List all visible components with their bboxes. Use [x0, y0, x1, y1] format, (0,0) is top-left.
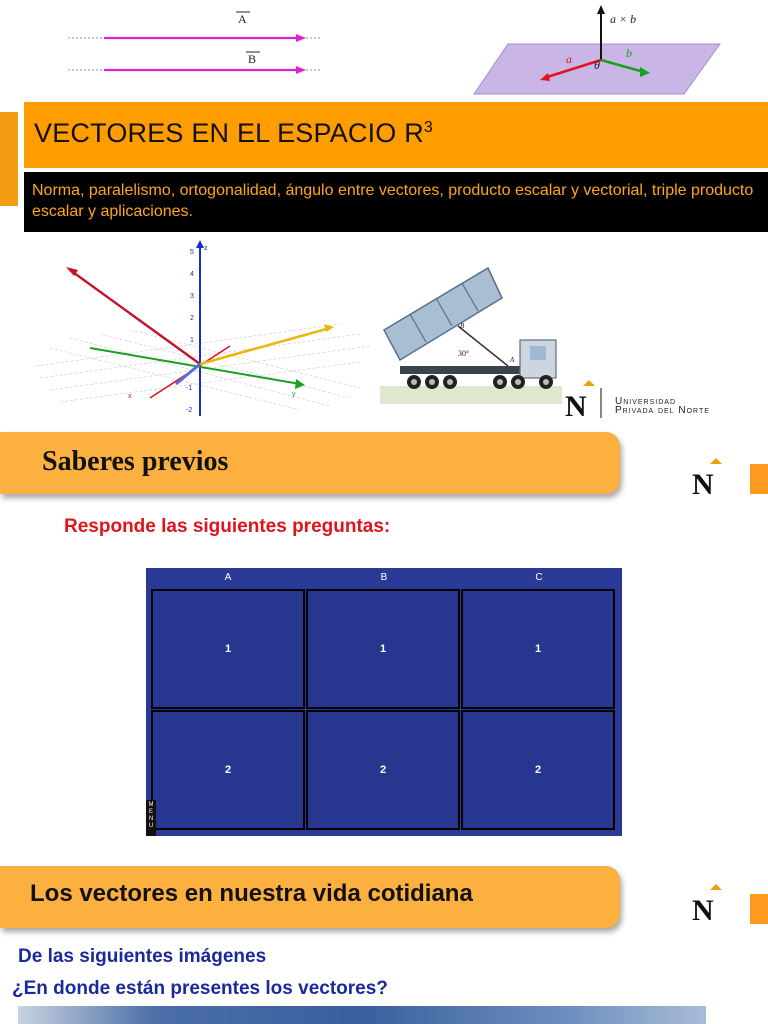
z-tick-3: 3 [190, 293, 194, 300]
quiz-cell-b1[interactable] [306, 589, 460, 709]
vectors-3d-graph [30, 238, 380, 420]
slide-vida-cotidiana [0, 850, 768, 1024]
axis-y-label: y [292, 391, 296, 398]
dump-truck-illustration [380, 266, 562, 404]
axis-x-label: x [128, 393, 132, 400]
question-line-2: ¿En donde están presentes los vectores? [12, 978, 388, 999]
title-bar [24, 102, 768, 168]
orange-accent-square [750, 464, 768, 494]
parallel-vectors-figure [60, 4, 330, 84]
z-tick-neg1: -1 [186, 385, 193, 392]
subtitle-bar [24, 172, 768, 232]
menu-tab-label: MENU [148, 802, 154, 829]
upn-n-icon [690, 456, 730, 498]
university-logo [563, 378, 763, 420]
quiz-cell-a1[interactable] [151, 589, 305, 709]
theta-label: θ [594, 58, 600, 72]
dump-truck-svg [380, 266, 562, 404]
section-title: Saberes previos [42, 446, 229, 477]
quiz-cell-b2[interactable] [306, 710, 460, 830]
slide-saberes-previos [0, 430, 768, 840]
cell-value: 2 [379, 764, 387, 776]
slide-subtitle: Norma, paralelismo, ortogonalidad, ángulo entre vectores, producto escalar y vectorial, triple producto escalar y aplicaciones. [32, 182, 754, 220]
quiz-cell-c1[interactable] [461, 589, 615, 709]
cell-value: 2 [224, 764, 232, 776]
upn-n-icon [690, 882, 730, 924]
column-header-c: C [535, 572, 543, 583]
cell-value: 1 [224, 643, 232, 655]
vectors-3d-svg [30, 238, 380, 420]
cell-value: 1 [379, 643, 387, 655]
section-banner [0, 866, 620, 928]
university-name-line2: Privada del Norte [615, 405, 710, 416]
slide-title-superscript: 3 [423, 119, 434, 136]
vector-a-3d-label: a [566, 52, 572, 66]
question-line-1: De las siguientes imágenes [18, 946, 267, 967]
parallel-vectors-svg [60, 4, 330, 84]
section-title: Los vectores en nuestra vida cotidiana [30, 880, 473, 907]
cross-product-label: a × b [610, 12, 637, 26]
z-tick-neg2: -2 [186, 407, 193, 414]
column-header-b: B [380, 572, 388, 583]
quiz-board [146, 568, 622, 836]
z-tick-2: 2 [190, 315, 194, 322]
z-tick-4: 4 [190, 271, 194, 278]
truck-angle-label: 30° [458, 349, 470, 358]
slide-title [34, 118, 433, 149]
truck-point-b: B [460, 322, 465, 330]
menu-tab[interactable] [146, 800, 156, 836]
prompt-text: Responde las siguientes preguntas: [64, 516, 391, 537]
truck-point-a: A [510, 356, 515, 364]
upn-n-icon [563, 378, 609, 420]
axis-z-label: z [204, 245, 208, 252]
vector-b-label: B [248, 52, 257, 66]
cross-product-figure [470, 2, 730, 96]
svg-text:N: N [692, 894, 714, 924]
photo-strip-image [18, 1006, 706, 1024]
orange-accent-square [750, 894, 768, 924]
quiz-cell-c2[interactable] [461, 710, 615, 830]
university-name-line1: Universidad [615, 396, 677, 407]
svg-text:N: N [565, 390, 587, 420]
side-accent-tab [0, 112, 18, 206]
vector-a-label: A [238, 12, 247, 26]
z-tick-1: 1 [190, 337, 194, 344]
column-header-a: A [224, 572, 232, 583]
slide-title-text: VECTORES EN EL ESPACIO R [34, 118, 424, 148]
cell-value: 2 [534, 764, 542, 776]
quiz-cell-a2[interactable] [151, 710, 305, 830]
slide-intro [0, 0, 768, 420]
cross-product-svg [470, 2, 730, 96]
svg-text:N: N [692, 468, 714, 498]
vector-b-3d-label: b [626, 46, 632, 60]
section-banner [0, 432, 620, 494]
z-tick-5: 5 [190, 249, 194, 256]
cell-value: 1 [534, 643, 542, 655]
university-name [615, 397, 710, 415]
